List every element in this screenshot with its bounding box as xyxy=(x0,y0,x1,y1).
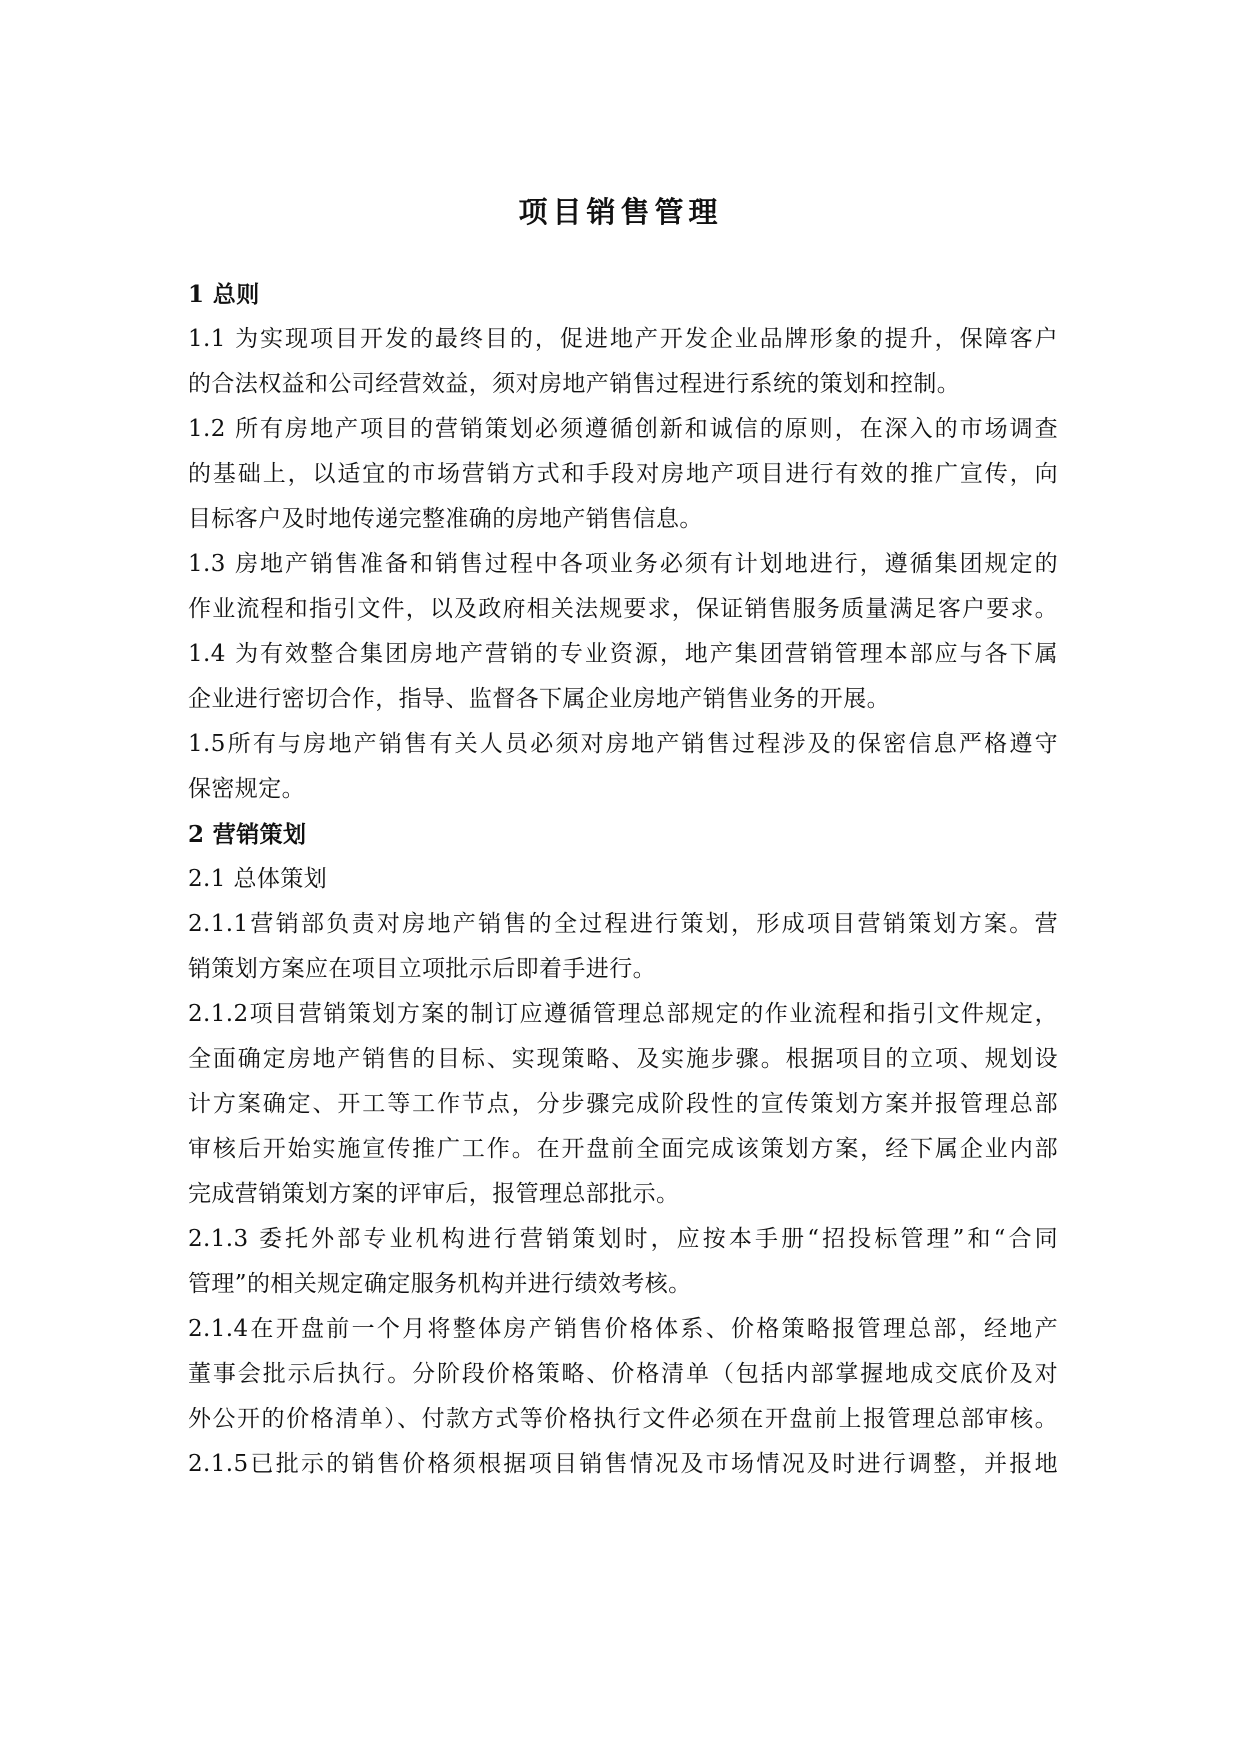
text-line: 保密规定。 xyxy=(188,776,305,802)
text-line: 1.2 所有房地产项目的营销策划必须遵循创新和诚信的原则，在深入的市场调查 xyxy=(188,416,1058,442)
text-line: 2.1.5已批示的销售价格须根据项目销售情况及市场情况及时进行调整，并报地 xyxy=(188,1451,1058,1477)
text-line: 2.1 总体策划 xyxy=(188,866,328,892)
text-line: 完成营销策划方案的评审后，报管理总部批示。 xyxy=(188,1181,680,1207)
text-line: 审核后开始实施宣传推广工作。在开盘前全面完成该策划方案，经下属企业内部 xyxy=(188,1136,1058,1162)
text-line: 作业流程和指引文件，以及政府相关法规要求，保证销售服务质量满足客户要求。 xyxy=(188,596,1058,622)
text-line: 1.5所有与房地产销售有关人员必须对房地产销售过程涉及的保密信息严格遵守 xyxy=(188,731,1058,757)
section-heading: 1 总则 xyxy=(188,281,260,308)
text-line: 2.1.1营销部负责对房地产销售的全过程进行策划，形成项目营销策划方案。营 xyxy=(188,911,1058,937)
text-line: 全面确定房地产销售的目标、实现策略、及实施步骤。根据项目的立项、规划设 xyxy=(188,1046,1058,1072)
text-line: 计方案确定、开工等工作节点，分步骤完成阶段性的宣传策划方案并报管理总部 xyxy=(188,1091,1058,1117)
text-line: 2.1.2项目营销策划方案的制订应遵循管理总部规定的作业流程和指引文件规定， xyxy=(188,1001,1058,1027)
text-line: 2.1.4在开盘前一个月将整体房产销售价格体系、价格策略报管理总部，经地产 xyxy=(188,1316,1058,1342)
section-heading: 2 营销策划 xyxy=(188,821,307,848)
text-line: 董事会批示后执行。分阶段价格策略、价格清单（包括内部掌握地成交底价及对 xyxy=(188,1361,1058,1387)
text-line: 外公开的价格清单）、付款方式等价格执行文件必须在开盘前上报管理总部审核。 xyxy=(188,1406,1058,1432)
text-line: 销策划方案应在项目立项批示后即着手进行。 xyxy=(188,956,656,982)
text-line: 1.3 房地产销售准备和销售过程中各项业务必须有计划地进行，遵循集团规定的 xyxy=(188,551,1058,577)
text-line: 的基础上，以适宜的市场营销方式和手段对房地产项目进行有效的推广宣传，向 xyxy=(188,461,1058,487)
text-line: 目标客户及时地传递完整准确的房地产销售信息。 xyxy=(188,506,703,532)
document-body xyxy=(188,272,1058,1487)
text-line: 管理”的相关规定确定服务机构并进行绩效考核。 xyxy=(188,1271,692,1297)
text-line: 1.4 为有效整合集团房地产营销的专业资源，地产集团营销管理本部应与各下属 xyxy=(188,641,1058,667)
text-line: 2.1.3 委托外部专业机构进行营销策划时，应按本手册“招投标管理”和“合同 xyxy=(188,1226,1058,1252)
text-line: 的合法权益和公司经营效益，须对房地产销售过程进行系统的策划和控制。 xyxy=(188,371,961,397)
text-line: 企业进行密切合作，指导、监督各下属企业房地产销售业务的开展。 xyxy=(188,686,890,712)
document-title: 项目销售管理 xyxy=(518,195,723,229)
text-line: 1.1 为实现项目开发的最终目的，促进地产开发企业品牌形象的提升，保障客户 xyxy=(188,326,1058,352)
